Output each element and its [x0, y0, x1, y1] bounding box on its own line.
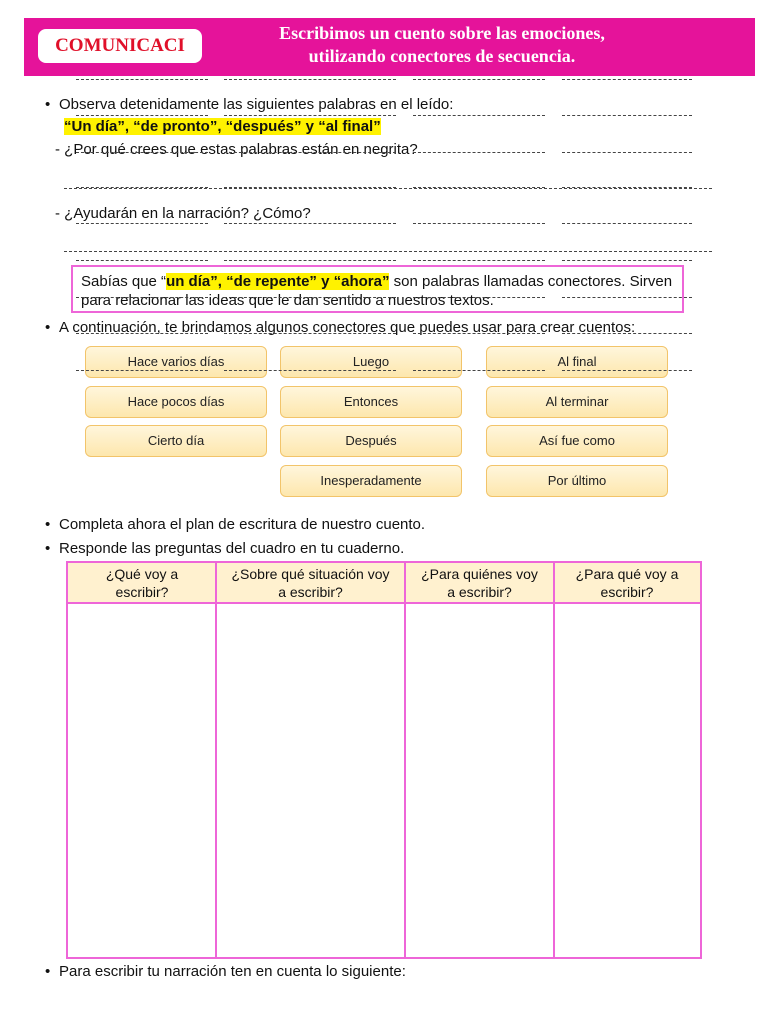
column-divider — [553, 563, 555, 957]
connector-card: Luego — [280, 346, 462, 378]
header-text: ¿Qué voy a — [105, 566, 179, 582]
answer-line — [64, 251, 712, 252]
question-narration: - ¿Ayudarán en la narración? ¿Cómo? — [55, 205, 311, 222]
connector-card: Hace pocos días — [85, 386, 267, 418]
answer-line — [224, 333, 396, 334]
header-text: escribir? — [600, 584, 654, 600]
highlighted-words-text: “Un día”, “de pronto”, “después” y “al final” — [64, 118, 381, 135]
answer-line — [76, 297, 208, 298]
highlighted-words — [64, 117, 381, 136]
answer-line — [224, 260, 396, 261]
answer-line — [76, 115, 208, 116]
narration-instruction: • Para escribir tu narración ten en cuenta lo siguiente: — [59, 962, 406, 981]
answer-questions-instruction: • Responde las preguntas del cuadro en tu cuaderno. — [59, 539, 404, 558]
header-text: ¿Sobre qué situación voy — [231, 566, 390, 582]
table-header-purpose — [554, 563, 700, 604]
table-header-situation — [216, 563, 405, 604]
title-line-2: utilizando conectores de secuencia. — [308, 46, 576, 66]
connector-card: Al final — [486, 346, 668, 378]
answer-line — [562, 79, 692, 80]
answer-line — [224, 223, 396, 224]
connector-card: Así fue como — [486, 425, 668, 457]
answer-line — [413, 333, 545, 334]
connector-card: Por último — [486, 465, 668, 497]
column-divider — [404, 563, 406, 957]
page-title — [222, 22, 662, 68]
answer-line — [413, 115, 545, 116]
answer-line — [76, 260, 208, 261]
table-header-audience — [405, 563, 554, 604]
answer-line — [413, 260, 545, 261]
info-line-1 — [81, 272, 674, 291]
complete-plan-instruction: • Completa ahora el plan de escritura de nuestro cuento. — [59, 515, 425, 534]
answer-line — [562, 152, 692, 153]
connectors-instruction: • A continuación, te brindamos algunos conectores que puedes usar para crear cuentos: — [59, 318, 635, 337]
connector-card: Entonces — [280, 386, 462, 418]
connector-card: Al terminar — [486, 386, 668, 418]
answer-line — [413, 187, 545, 188]
answer-line — [413, 370, 545, 371]
question-bold-words: - ¿Por qué crees que estas palabras están en negrita? — [55, 141, 418, 158]
answer-line — [224, 115, 396, 116]
connector-card: Cierto día — [85, 425, 267, 457]
header-text: a escribir? — [278, 584, 343, 600]
answer-line — [562, 370, 692, 371]
header-text: ¿Para qué voy a — [575, 566, 679, 582]
answer-line — [224, 297, 396, 298]
answer-line — [224, 187, 396, 188]
answer-line — [76, 223, 208, 224]
connector-card: Después — [280, 425, 462, 457]
answer-line — [562, 297, 692, 298]
connector-card: Inesperadamente — [280, 465, 462, 497]
column-divider — [215, 563, 217, 957]
answer-line — [76, 370, 208, 371]
header-text: a escribir? — [447, 584, 512, 600]
info-highlight: un día”, “de repente” y “ahora” — [166, 273, 390, 290]
answer-line — [224, 370, 396, 371]
info-post: son palabras llamadas conectores. Sirven — [389, 273, 673, 290]
answer-line — [64, 188, 712, 189]
answer-line — [562, 115, 692, 116]
answer-line — [413, 79, 545, 80]
answer-line — [76, 333, 208, 334]
info-pre: Sabías que “ — [81, 273, 167, 290]
observe-instruction: • Observa detenidamente las siguientes palabras en el leído: — [59, 95, 453, 114]
connector-card: Hace varios días — [85, 346, 267, 378]
answer-line — [562, 223, 692, 224]
answer-line — [562, 187, 692, 188]
subject-badge: COMUNICACI — [38, 29, 202, 63]
answer-line — [76, 79, 208, 80]
answer-line — [413, 223, 545, 224]
answer-line — [76, 152, 208, 153]
header-text: ¿Para quiénes voy — [421, 566, 538, 582]
answer-line — [562, 260, 692, 261]
answer-line — [224, 79, 396, 80]
table-header-what — [68, 563, 216, 604]
answer-line — [224, 152, 396, 153]
answer-line — [562, 333, 692, 334]
title-line-1: Escribimos un cuento sobre las emociones, — [279, 23, 605, 43]
answer-line — [76, 187, 208, 188]
answer-line — [413, 152, 545, 153]
info-box — [71, 265, 684, 313]
answer-line — [413, 297, 545, 298]
info-line-2: para relacionar las ideas que le dan sentido a nuestros textos. — [81, 292, 494, 309]
header-text: escribir? — [115, 584, 169, 600]
writing-plan-table — [66, 561, 702, 959]
